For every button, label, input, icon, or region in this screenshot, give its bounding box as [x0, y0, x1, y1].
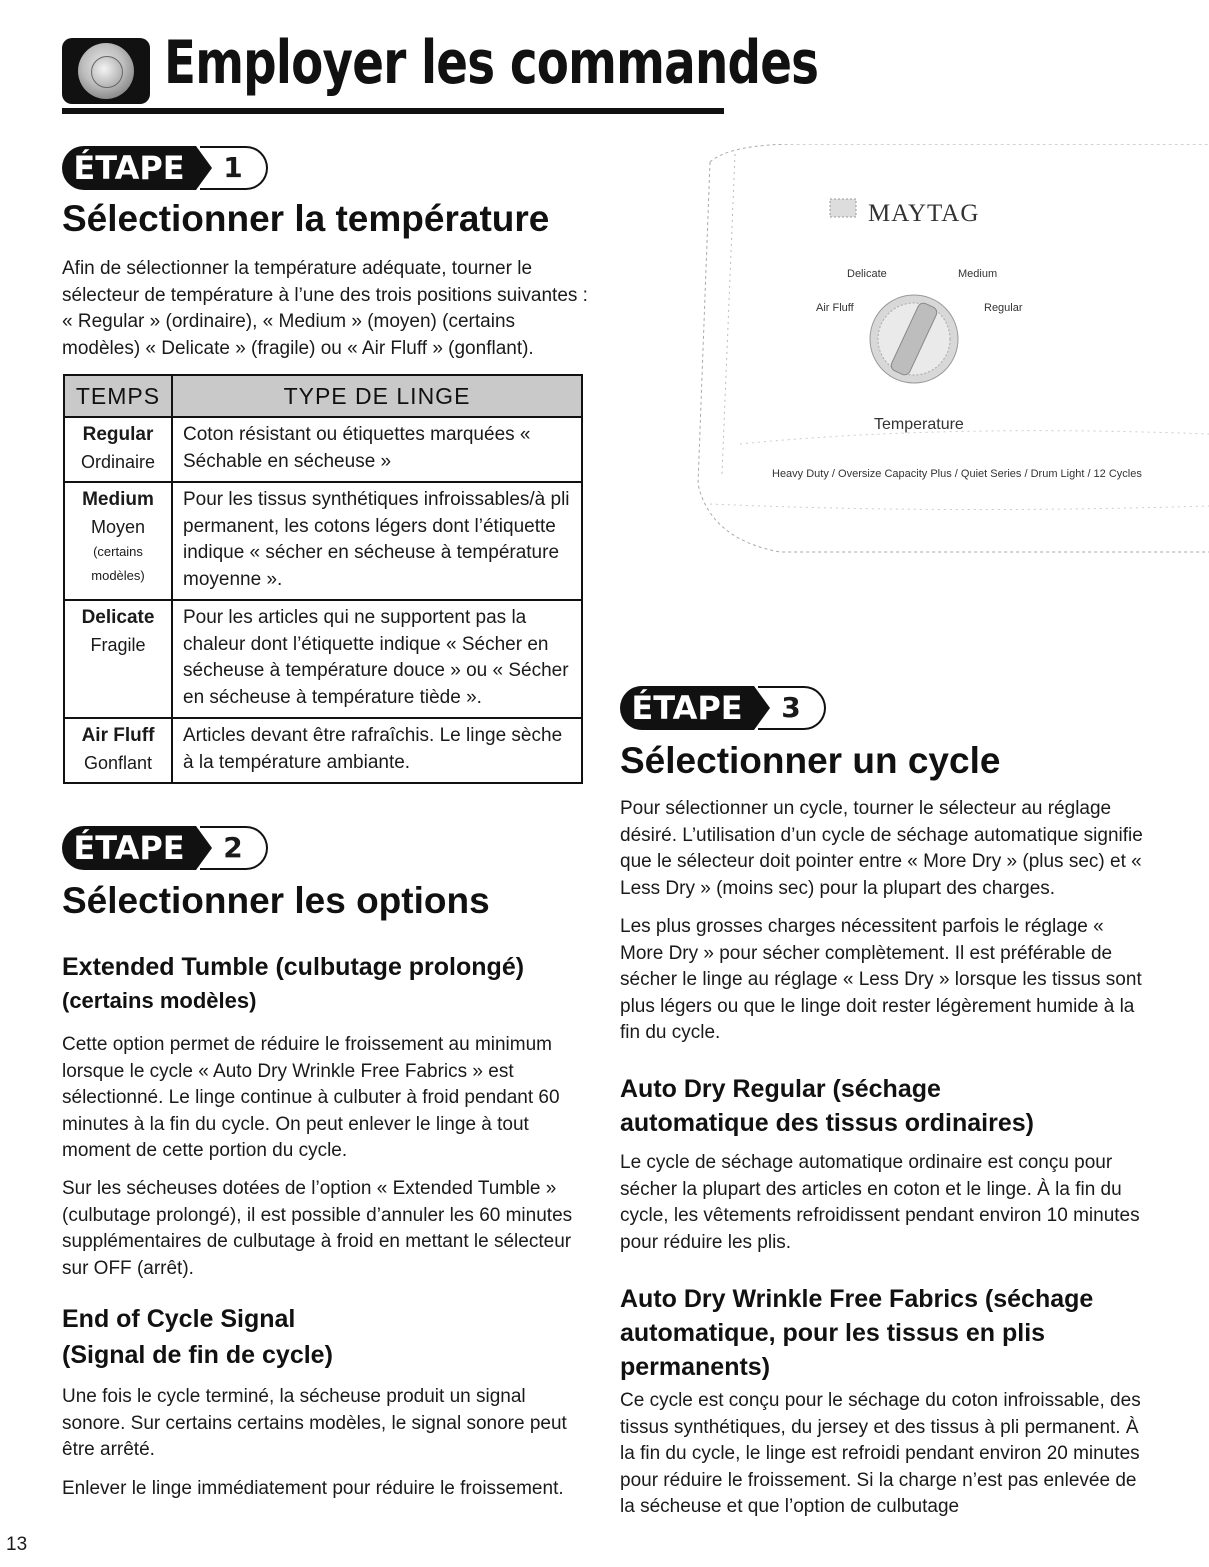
step-badge-label: ÉTAPE: [620, 686, 754, 730]
step-badge-label: ÉTAPE: [62, 146, 196, 190]
step-number: 1: [200, 146, 268, 190]
table-row: [65, 719, 581, 782]
page-title: Employer les commandes: [164, 28, 819, 98]
auto-wrinkle-p1: Ce cycle est conçu pour le séchage du coton infroissable, des tissus synthétiques, du jersey et des tissus à pli permanent. À la fin du cycle, le linge est refroidi pendant environ 20 minutes pour réduire le froissement. Si la charge n’est pas enlevée de la sécheuse et que l’option de culbutage: [620, 1390, 1141, 1517]
step-2-heading: Sélectionner les options: [62, 880, 490, 921]
label-air-fluff: Air Fluff: [816, 302, 854, 314]
end-signal-title-2: (Signal de fin de cycle): [62, 1341, 333, 1369]
column-header-temps: TEMPS: [65, 376, 173, 416]
setting-french: Moyen: [90, 516, 146, 537]
step-1-intro: [62, 256, 602, 362]
auto-regular-title-2: automatique des tissus ordinaires): [620, 1109, 1034, 1137]
auto-wrinkle-title-3: permanents): [620, 1353, 771, 1381]
auto-regular-p1: Le cycle de séchage automatique ordinaire est conçu pour sécher la plupart des articles en coton et le linge. À la fin du cycle, les vêtements refroidissent pendant environ 10 minutes pour réduire les plis.: [620, 1152, 1140, 1253]
setting-french: Ordinaire: [80, 451, 156, 472]
brand-logo: MAYTAG: [868, 200, 980, 227]
table-header: [65, 376, 581, 418]
extended-tumble-p2: Sur les sécheuses dotées de l’option « Extended Tumble » (culbutage prolongé), il est possible d’annuler les 60 minutes supplémentaires de culbutage à froid en mettant le sélecteur sur OFF (arrêt).: [62, 1178, 573, 1279]
setting-description: Pour les tissus synthétiques infroissables/à pli permanent, les cotons légers dont l’étiquette indique « sécher en sécheuse à température moyenne ».: [183, 489, 570, 590]
end-signal-p2: Enlever le linge immédiatement pour réduire le froissement.: [62, 1478, 564, 1499]
extended-tumble-title: Extended Tumble (culbutage prolongé): [62, 953, 525, 981]
auto-wrinkle-title-1: Auto Dry Wrinkle Free Fabrics (séchage: [620, 1285, 1094, 1313]
intro-line: modèles) « Delicate » (fragile) ou « Air Fluff » (gonflant).: [62, 337, 534, 359]
step-1-badge: [62, 146, 272, 190]
control-panel-illustration: [640, 144, 1209, 564]
auto-wrinkle-title-2: automatique, pour les tissus en plis: [620, 1319, 1046, 1347]
step-3-p2: Les plus grosses charges nécessitent parfois le réglage « More Dry » pour sécher complètement. Il est préférable de sécher le linge au réglage « Less Dry » lorsque les tissus sont plus légers ou que le linge doit rester légèrement humide à la fin du cycle.: [620, 916, 1142, 1043]
table-row: [65, 418, 581, 483]
step-3-heading: Sélectionner un cycle: [620, 740, 1001, 781]
step-2-badge: [62, 826, 272, 870]
extended-tumble-subtitle: (certains modèles): [62, 988, 257, 1013]
table-row: [65, 601, 581, 719]
title-rule: [62, 108, 724, 114]
setting-name: Regular: [82, 424, 154, 445]
setting-description: Articles devant être rafraîchis. Le linge sèche à la température ambiante.: [183, 725, 563, 773]
setting-french: Gonflant: [83, 752, 153, 773]
step-1-heading: Sélectionner la température: [62, 198, 550, 239]
page-number: 13: [6, 1534, 28, 1555]
step-badge-label: ÉTAPE: [62, 826, 196, 870]
step-3-p1: Pour sélectionner un cycle, tourner le sélecteur au réglage désiré. L’utilisation d’un cycle de séchage automatique signifie que le sélecteur doit pointer entre « More Dry » (plus sec) et « Less Dry » (moins sec) pour la plupart des charges.: [620, 798, 1143, 899]
setting-french: Fragile: [90, 634, 146, 655]
step-number: 3: [758, 686, 826, 730]
column-header-type: TYPE DE LINGE: [283, 383, 471, 409]
setting-name: Medium: [82, 489, 154, 510]
intro-line: « Regular » (ordinaire), « Medium » (moyen) (certains: [62, 311, 516, 332]
intro-line: Afin de sélectionner la température adéquate, tourner le: [62, 258, 533, 279]
step-3-badge: [620, 686, 830, 730]
step-number: 2: [200, 826, 268, 870]
intro-line: sélecteur de température à l’une des trois positions suivantes :: [62, 284, 588, 306]
label-medium: Medium: [958, 268, 998, 280]
setting-description: Coton résistant ou étiquettes marquées « Séchable en sécheuse »: [183, 424, 531, 472]
end-signal-title-1: End of Cycle Signal: [62, 1305, 296, 1333]
setting-name: Air Fluff: [81, 725, 155, 746]
setting-name: Delicate: [81, 607, 155, 628]
dial-logo-icon: [62, 38, 150, 104]
setting-note: (certains modèles): [91, 544, 145, 583]
label-delicate: Delicate: [847, 268, 887, 280]
dial-label: Temperature: [874, 416, 964, 433]
table-row: [65, 483, 581, 601]
temperature-table: [63, 374, 583, 784]
label-regular: Regular: [984, 302, 1023, 314]
extended-tumble-p1: Cette option permet de réduire le froissement au minimum lorsque le cycle « Auto Dry Wrinkle Free Fabrics » est sélectionné. Le linge continue à culbuter à froid pendant 60 minutes à la fin du cycle. On peut enlever le linge à tout moment de cette portion du cycle.: [62, 1034, 560, 1161]
setting-description: Pour les articles qui ne supportent pas la chaleur dont l’étiquette indique « Sécher en sécheuse à température douce » ou « Sécher en sécheuse à température tiède ».: [183, 607, 569, 708]
auto-regular-title-1: Auto Dry Regular (séchage: [620, 1075, 941, 1103]
end-signal-p1: Une fois le cycle terminé, la sécheuse produit un signal sonore. Sur certains certains modèles, le signal sonore peut être arrêté.: [62, 1386, 567, 1460]
model-line: Heavy Duty / Oversize Capacity Plus / Quiet Series / Drum Light / 12 Cycles: [772, 468, 1142, 480]
